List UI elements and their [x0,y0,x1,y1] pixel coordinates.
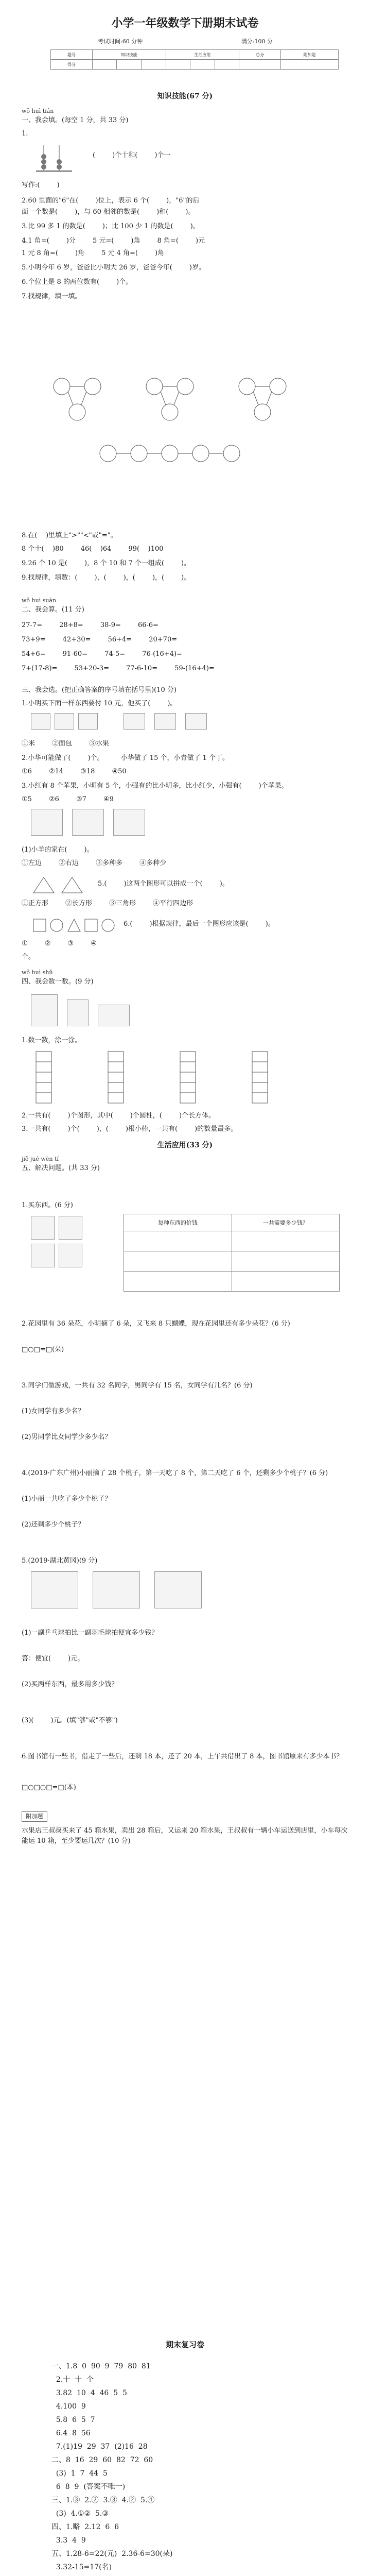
q8-text: 8.在( )里填上">""<"或"="。 [22,532,117,539]
answer-line: 6 8 9 (答案不唯一) [51,2483,126,2491]
shape-pair-figure [31,875,93,895]
q3-text: 3.比 99 多 1 的数是( )；比 100 少 1 的数是( )。 [22,223,200,230]
section-application: 生活应用(33 分) [157,1141,213,1149]
p5-q4a: (1)小丽一共吃了多少个桃子？ [22,1495,112,1503]
solid-image [31,994,58,1026]
goods-image [31,1244,55,1267]
answer-line: 5.8 6 5 7 [51,2416,95,2424]
q8-a: 8 个十( )80 46( )64 99( )100 [22,545,164,553]
q2-text: 2.60 里面的"6"在( )位上，表示 6 个( )，"6"的后 [22,197,200,205]
p5-q2: 2.花园里有 36 朵花，小明摘了 6 朵，又飞来 8 只蝴蝶，现在花园里还有多少朵花？(6 分) [22,1320,290,1328]
animal-figure [31,809,340,840]
product-image [55,713,74,730]
page-title: 小学一年级数学下册期末试卷 [111,16,259,30]
p5-q3: 3.同学们做游戏，一共有 32 名同学，男同学有 15 名，女同学有几名？(6 分) [22,1382,253,1389]
score-cell [166,60,190,70]
animal-image [31,809,63,836]
score-cell: 题号 [51,50,93,60]
answer-line: 3.32-15=17(名) [51,2563,112,2571]
goods-pics [31,1216,93,1278]
abacus-figure [31,140,77,176]
price-table-cell [124,1272,232,1292]
answer-line: 三、1.③ 2.② 3.③ 4.② 5.④ [51,2496,155,2504]
p5-q5a: (1)一副乒乓球拍比一副羽毛球拍便宜多少钱？ [22,1629,158,1637]
answer-line: (3) 1 7 44 5 [51,2469,108,2478]
section-knowledge: 知识技能(67 分) [157,92,213,100]
q2-text-b: 面一个数是( )，与 60 相邻的数是( )和( )。 [22,208,195,216]
p5-q4b: (2)还剩多少个桃子？ [22,1521,85,1529]
price-pics [124,713,340,734]
part5-heading: 五、解决问题。(共 33 分) [22,1164,100,1172]
q1-write: 写作:( ) [22,181,60,189]
p3-q6: 6.( )根据规律，最后一个图形应该是( )。 [124,920,275,928]
p3-q6-tail: 个。 [22,953,36,961]
p3-q4-opts: ①左边 ②右边 ③多种多 ④多种少 [22,859,167,867]
product-pics [31,713,103,734]
price-table-header: 每种东西的价钱 [124,1214,232,1231]
pattern-figure [31,355,340,489]
extra-question: 水果店王叔叔买来了 45 箱水果，卖出 28 箱后，又运来 20 箱水果，王叔叔有一辆小车运送到店里，小车每次能运 10 箱，至少要运几次？(10 分) [22,1827,348,1845]
score-cell [141,60,166,70]
score-cell [92,60,117,70]
goods-image [59,1216,82,1240]
shape-sequence-figure [31,915,118,936]
p3-q1: 1.小明买下面一样东西要付 10 元，他买了( )。 [22,700,177,707]
q4-text-b: 1 元 8 角=( )角 5 元 4 角=( )角 [22,249,165,257]
p5-q6-ans: □○□○□=□(本) [22,1784,76,1791]
price-table-cell [232,1231,340,1251]
q6-text: 6.个位上是 8 的两位数有( )个。 [22,278,133,286]
calc-row: 27-7= 28+8= 38-9= 66-6= [22,621,159,629]
score-cell [239,60,281,70]
p5-q3b: (2)男同学比女同学少多少名？ [22,1433,112,1441]
p4-q1: 1.数一数，涂一涂。 [22,1037,82,1044]
animal-image [113,809,145,836]
p3-q5: 5.( )这两个图形可以拼成一个( )。 [98,880,229,888]
price-table-cell [232,1272,340,1292]
part2-heading: 二、我会算。(11 分) [22,606,84,614]
score-cell: 知识技能 [92,50,166,60]
pinyin-4: wǒ huì shǔ [22,969,53,976]
part4-heading: 四、我会数一数。(9 分) [22,978,94,986]
calc-row: 7+(17-8)= 53+20-3= 77-6-10= 59-(16+4)= [22,665,215,672]
exam-meta [98,37,273,45]
solid-image [98,1005,130,1026]
q1-line: ( )个十和( )个一 [93,151,171,159]
answer-line: 2.十 十 个 [51,2376,94,2384]
answers-title: 期末复习卷 [165,2340,204,2349]
p5-q5c: (3)( )元。(填"够"或"不够") [22,1717,118,1724]
extra-tag: 附加题 [22,1811,47,1822]
q9-text: 9.26 个 10 是( )，8 个 10 和 7 个一组成( )。 [22,560,191,567]
p3-q3-opts: ①5 ②6 ③7 ④9 [22,795,114,803]
solid-image [67,999,89,1026]
q1-number: 1. [22,130,28,138]
pinyin-5: jiě jué wèn tí [22,1156,59,1162]
p5-q5a-ans: 答：便宜( )元。 [22,1655,84,1663]
price-tag-image [124,713,145,730]
exam-full-score: 满分:100 分 [241,38,273,45]
exam-time: 考试时间:60 分钟 [98,38,143,45]
calc-row: 73+9= 42+30= 56+4= 20+70= [22,636,178,643]
price-tag-image [154,713,176,730]
p3-q2: 2.小华可能做了( )个。 小华做了 15 个，小青做了 1 个丁。 [22,754,230,762]
p5-q3a: (1)女同学有多少名？ [22,1408,85,1415]
solid-shapes-figure [31,989,340,1030]
price-tag-image [185,713,207,730]
score-cell [117,60,142,70]
goods-image [31,1216,55,1240]
score-cell [281,60,339,70]
p3-q3: 3.小红有 8 个苹果，小明有 5 个，小强有的比小明多，比小红少，小强有( )个苹果。 [22,782,288,790]
score-cell [215,60,239,70]
score-cell: 得分 [51,60,93,70]
p3-q4: (1)小羊的家在( )。 [22,846,94,854]
answer-line: 五、1.28-6=22(元) 2.36-6=30(朵) [51,2550,173,2558]
p5-q1: 1.买东西。(6 分) [22,1201,73,1209]
answer-line: 一、1.8 0 90 9 79 80 81 [51,2362,151,2370]
p4-q3: 3.一共有( )个( )，( )根小棒，一共有( )的数量最多。 [22,1125,238,1133]
price-table-cell [124,1231,232,1251]
p5-q6: 6.图书馆有一些书，借走了一些后，还剩 18 本，还了 20 本，上午共借出了 8 本，图书馆原来有多少本书？ [22,1753,343,1760]
price-table-cell [124,1251,232,1272]
p5-q4: 4.(2019·广东广州)小丽摘了 28 个桃子，第一天吃了 8 个，第二天吃了 6 个，还剩多少个桃子？(6 分) [22,1469,328,1477]
calc-row: 54+6= 91-60= 74-5= 76-(16+4)= [22,650,182,658]
racket-pics [31,1571,340,1613]
p5-q5: 5.(2019·湖北黄冈)(9 分) [22,1557,98,1565]
answer-line: 4.100 9 [51,2402,86,2411]
q9-text-b: 9.找规律，填数：( )，( )，( )，( )。 [22,574,191,582]
answer-line: 二、8 16 29 60 82 72 60 [51,2456,153,2464]
score-cell: 附加题 [281,50,339,60]
price-table-header: 一共需要多少钱？ [232,1214,340,1231]
score-cell [190,60,215,70]
score-table [50,49,339,70]
racket-image [154,1571,202,1608]
product-image [31,713,50,730]
coloring-figure [31,1049,340,1106]
product-image [78,713,98,730]
score-cell: 生活应用 [166,50,239,60]
answer-line: 3.3 4 9 [51,2536,86,2545]
answer-line [51,2574,340,2576]
pinyin-2: wǒ huì suàn [22,597,57,604]
p3-q1-opts: ①米 ②面包 ③水果 [22,740,110,748]
score-cell: 总分 [239,50,281,60]
price-table [124,1214,340,1292]
answer-line: 四、1.略 2.12 6 6 [51,2523,119,2531]
racket-image [31,1571,78,1608]
part1-heading: 一、我会填。(每空 1 分，共 33 分) [22,116,129,124]
p3-q2-opts: ①6 ②14 ③18 ④50 [22,768,127,775]
p5-q5b: (2)买两样东西，最多用多少钱？ [22,1681,118,1688]
pinyin-1: wǒ huì tián [22,108,54,114]
p3-q6-opts: ① ② ③ ④ [22,940,97,947]
answer-line: 6.4 8 56 [51,2429,91,2437]
answer-line: 7.(1)19 29 37 (2)16 28 [51,2443,148,2451]
answer-line: (3) 4.①② 5.③ [51,2510,109,2518]
q4-text: 4.1 角=( )分 5 元=( )角 8 角=( )元 [22,237,205,245]
q7-text: 7.找规律，填一填。 [22,293,82,300]
p5-q2-answer: □○□=□(朵) [22,1346,64,1353]
q5-text: 5.小明今年 6 岁，爸爸比小明大 26 岁，爸爸今年( )岁。 [22,264,205,272]
answer-line: 3.82 10 4 46 5 5 [51,2389,127,2397]
p4-q2: 2.一共有( )个图形，其中( )个圆柱，( )个长方体。 [22,1112,216,1120]
racket-image [93,1571,140,1608]
p3-q5-opts: ①正方形 ②长方形 ③三角形 ④平行四边形 [22,900,193,907]
animal-image [72,809,104,836]
goods-image [59,1244,82,1267]
price-table-cell [232,1251,340,1272]
part3-heading: 三、我会选。(把正确答案的序号填在括号里)(10 分) [22,686,177,694]
